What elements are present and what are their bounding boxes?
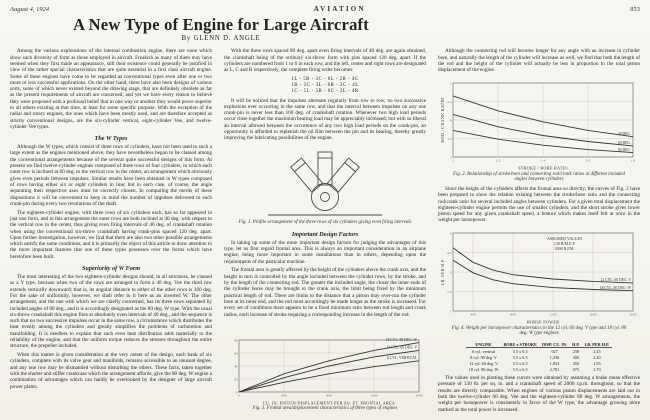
svg-text:1200: 1200	[370, 393, 378, 398]
firing-order-line: 1L - 5R - 3C - 6L - 2R - 4C	[291, 77, 359, 82]
figure-1	[224, 146, 426, 225]
stroke-bore-chart	[440, 78, 638, 170]
svg-text:0: 0	[235, 390, 238, 395]
paragraph-bearing-loads: It will be noticed that the impulses alternate regularly from row to row, no two successive explosions ever occurring in the same row, and that the interval between impulses on any one crank-pin is never less than 160 deg. of crankshaft rotation. Whenever two high load periods occur close together the maximum bearing load may be appreciably increased; but with so liberal an interval allowed between the occurrence of any two high load periods on the crank-pin, an opportunity is afforded to replenish the oil film between the pin and its bearing, thereby greatly improving the lubricating possibilities of the engine.	[224, 97, 426, 142]
svg-text:LB. PER H.P.: LB. PER H.P.	[440, 258, 445, 286]
svg-text:2: 2	[449, 270, 452, 275]
paragraph-w-types-2: The eighteen-cylinder engine, with three rows of six cylinders each, has so far appeared in just one form, and in this arrangement the outer rows are both inclined at 40 deg. with respect to the vertical row in the center, thus giving even firing intervals of 40 deg. of crankshaft rotation when using the conventional six-throw crankshaft having crank-pins spaced 120 deg. apart. Upon further investigation, however, we find that there are also two other possible arrangements which satisfy the same conditions, and it is primarily the object of this article to draw attention to the more important features that one of these types possesses over the forms which have heretofore been built.	[10, 209, 212, 260]
section-heading-design-factors: Important Design Factors	[291, 230, 359, 238]
svg-text:1.2: 1.2	[495, 158, 501, 163]
journal-title: AVIATION	[313, 5, 366, 13]
issue-date: August 4, 1924	[10, 6, 50, 13]
svg-text:60: 60	[234, 351, 238, 356]
svg-text:HORSE POWER: HORSE POWER	[526, 319, 560, 325]
svg-text:1600: 1600	[415, 393, 423, 398]
column-2	[224, 48, 426, 415]
svg-text:20: 20	[234, 377, 238, 382]
svg-text:ROD / CRANK RATIO: ROD / CRANK RATIO	[440, 97, 445, 143]
paragraph-superiority-2: When this matter is given consideration at the very outset of the design, each bank of six cylinders, complete with its valve gear and manifolds, remains accessible to an unusual degree, and any one row may be dismantled without disturbing the others. These facts, taken together with the shorter and stiffer crankcase which the arrangement affords, give the 80 deg. W engine a combination of advantages which can hardly be overlooked by the designer of large aircraft power plants.	[10, 352, 212, 390]
svg-text:80 DEG.: 80 DEG.	[617, 147, 631, 152]
svg-text:3.5: 3.5	[447, 136, 452, 141]
svg-text:2.5: 2.5	[447, 250, 452, 255]
figure-2	[438, 78, 640, 183]
intro-paragraph: Among the various explorations of the internal combustion engine, there are none which show such diversity of form as those employed in aircraft. Freakish as many of them may have seemed when they first made an appearance, still their existence could generally be justified in view of the rather special characteristics that are quite essential in a first class aircraft engine. Some of these engines have come to be regarded as conventional types even after one or two more or less successful applications. On the other hand, there have also been designs of various sorts, some of which never existed beyond the drawing stage, that are definitely obsolete as far as the present requirements of aircraft are concerned, and yet we have every reason to believe they were proposed with a profound belief that in one way or another they would prove superior to all others existing at that time, at least for some specific purpose. With the exception of the radial and rotary engines, the ones which have been mostly used, and are therefore accepted as strictly conventional designs, are the six-cylinder vertical, eight-cylinder Vee, and twelve-cylinder Vee types.	[10, 48, 212, 130]
byline: By GLENN D. ANGLE	[181, 35, 261, 43]
svg-text:1.5: 1.5	[447, 289, 452, 294]
svg-text:1.6: 1.6	[585, 158, 591, 163]
paragraph-superiority-1: The most interesting of the two eighteen-cylinder designs should, in all strictness, be classed as a Y type, because when two of the rows are arranged to form a 40 deg. Vee the third row extends vertically downward; that is, its angular distance to either of the other rows is 160 deg. For the sake of uniformity, however, we shall refer to it here as an inverted W. The other arrangement, and the one with which we are chiefly concerned, has its three rows separated by included angles of 80 deg., and it is accordingly designated as the 80 deg. W type. With the usual six-throw crankshaft this engine fires at absolutely even intervals of 40 deg., and the sequence is such that no two successive impulses occur in the same row, a circumstance which distributes the heat evenly among the cylinders and greatly simplifies the problems of carburetion and manifolding. It is needless to explain that such even heat distribution adds materially to the reliability of the engine, and that the uniform torque reduces the stresses throughout the entire structure, the propeller included.	[10, 274, 212, 350]
svg-text:4: 4	[449, 118, 452, 123]
svg-text:40 DEG.: 40 DEG.	[617, 131, 631, 136]
svg-text:4.5: 4.5	[447, 99, 452, 104]
svg-text:800: 800	[510, 312, 516, 317]
svg-text:1.8: 1.8	[630, 158, 636, 163]
svg-text:800: 800	[326, 393, 332, 398]
page-header	[10, 5, 640, 13]
paragraph-w-types-1: Although the W types, which consist of three rows of cylinders, have not been used to such a large extent as the engines mentioned above, they have nevertheless begun to be classed among the conventional arrangements because of the several quite successful designs of this form. At present we find twelve-cylinder engines composed of three rows of four cylinders, in which each outer row is inclined at 60 deg. to the vertical row in the center, an arrangement which obviously gives even periods between impulses. Similar results have been obtained in W types composed of rows having either six or eight cylinders in line; but in each case, of course, the angle separating their respective axes must be correctly chosen. In comparing the merits of these dispositions it will be convenient to keep in mind the number of impulses delivered to each crank-pin during every two revolutions of the shaft.	[10, 144, 212, 207]
svg-text:0: 0	[238, 393, 240, 398]
firing-order-line: 1R - 5C - 3L - 6R - 2C - 4L	[291, 83, 359, 88]
svg-text:1600: 1600	[589, 312, 597, 317]
figure-2-caption: Fig. 2. Relationship of stroke/bore and connecting rod/crank ratios at different included angles between cylinders	[453, 171, 625, 183]
svg-text:ASSUMED VALUES: ASSUMED VALUES	[546, 236, 583, 242]
svg-text:5: 5	[449, 81, 452, 86]
svg-text:1: 1	[449, 309, 452, 314]
figure-3-caption: Fig. 3. Frontal area/displacement characteristics of three types of engines	[252, 406, 398, 412]
svg-text:18 CYL. 80 DEG. W: 18 CYL. 80 DEG. W	[385, 337, 417, 342]
paragraph-stroke-bore: Since the height of the cylinders affects the frontal area so directly, the curves of Fig. 2 have been prepared to show the relation existing between the stroke/bore ratio and the connecting rod/crank ratio for several included angles between cylinders. For a given total displacement the eighteen-cylinder engine permits the use of smaller cylinders, and the short stroke gives lower piston speed for any given crankshaft speed, a feature which makes itself felt at once in the weight per horsepower.	[438, 185, 640, 224]
figure-4-caption: Fig. 4. Weight per horsepower characteristics in the 12 cyl. 60 deg. V type and 18 cyl. 80 deg. W type engines	[451, 325, 627, 337]
svg-text:40: 40	[234, 364, 238, 369]
figure-4	[438, 228, 640, 337]
engine-profile-drawing	[250, 146, 400, 218]
section-heading-w-types: The W Types	[94, 135, 128, 143]
title-block	[10, 13, 432, 48]
paragraph-rod-length: Although the connecting rod will become longer for any angle with an increase in cylinder bore, and naturally the length of the cylinder will increase as well, we find that both the length of the rod and the height of the cylinder will actually be less in proportion to the total piston displacement of the engine.	[438, 48, 640, 74]
svg-text:12 CYL. 60 DEG. V: 12 CYL. 60 DEG. V	[600, 278, 631, 283]
svg-text:2000: 2000	[629, 312, 637, 317]
engine-data-table: ENGINE BORE x STROKE DISP. CU. IN. H.P. LB. PER H.P. 6 cyl. vertical 5.5 x 6.5 927 230 2.45 8 cyl. 90 deg. V 5.5 x 6.5 1,236 300 2.20 12 cyl. 60 deg. V 5.5 x 6.5 1,854 450 1.95 18 cyl. 80 deg. W 5.5 x 6.5 2,781 675 1.70	[466, 341, 611, 372]
section-heading-superiority: Superiority of W Form	[81, 265, 141, 273]
firing-order-list	[224, 77, 426, 95]
svg-text:3: 3	[449, 155, 452, 160]
article-columns	[10, 48, 640, 415]
frontal-area-chart	[226, 335, 424, 405]
page-number: 853	[630, 6, 640, 13]
paragraph-weight-comparison: The values used in plotting these curves were obtained by assuming a brake mean effective pressure of 130 lb. per sq. in. and a crankshaft speed of 2000 r.p.m. throughout, so that the results are directly comparable. When engines of various piston displacements are laid out in both the twelve-cylinder 60 deg. Vee and the eighteen-cylinder 80 deg. W arrangements, the weight per horsepower is consistently in favor of the W type, the advantage growing more marked as the total power is increased.	[438, 375, 640, 413]
column-3	[438, 48, 640, 415]
svg-text:1.4: 1.4	[540, 158, 546, 163]
svg-text:400: 400	[281, 393, 287, 398]
paragraph-frontal-area-2: The frontal area is greatly affected by the height of the cylinders above the crank axis, and the height in turn is controlled by the angle included between the cylinder rows, by the stroke, and by the length of the connecting rod. The greater the included angle, the closer the inner ends of the cylinder bores may be brought to the crank axis, the limit being fixed by the minimum practical length of rod. There are limits to the distance that a piston may over-run the cylinder bore at its inner end, and the rod must accordingly be made longer as the stroke is increased. For every set of conditions there appears to be a fixed minimum ratio between rod length and crank radius, each increase of stroke requiring a corresponding increase in the length of the rod.	[224, 267, 426, 318]
svg-text:6 CYL. VERTICAL: 6 CYL. VERTICAL	[387, 355, 417, 360]
svg-text:3: 3	[449, 231, 452, 236]
svg-text:18 CYL. 80 DEG. W: 18 CYL. 80 DEG. W	[599, 286, 631, 291]
svg-text:12 CYL. 60 DEG. V: 12 CYL. 60 DEG. V	[386, 345, 417, 350]
figure-3	[224, 335, 426, 412]
paragraph-frontal-area-1: In taking up some of the more important design factors for judging the advantages of this type, let us first regard frontal area. This is always an important consideration in an airplane engine, being more important in some installations than in others, depending upon the requirements of the particular machine.	[224, 239, 426, 265]
firing-order-line: 1C - 5L - 3R - 6C - 2L - 4R	[291, 89, 359, 94]
svg-text:400: 400	[470, 312, 476, 317]
svg-text:STROKE / BORE RATIO: STROKE / BORE RATIO	[518, 165, 568, 170]
svg-text:130 B.M.E.P.: 130 B.M.E.P.	[553, 241, 576, 247]
weight-per-hp-chart	[440, 228, 638, 324]
svg-text:60 DEG.: 60 DEG.	[617, 141, 631, 146]
svg-text:2000 R.P.M.: 2000 R.P.M.	[554, 246, 575, 252]
svg-text:CU. IN. PISTON DISPLACEMENT PE: CU. IN. PISTON DISPLACEMENT PER SQ. FT. FRONTAL AREA	[262, 400, 396, 405]
paragraph-firing-intro: With the three rows spaced 80 deg. apart even firing intervals of 40 deg. are again obtained, the crankshaft being of the ordinary six-throw form with pins spaced 120 deg. apart. If the cylinders are numbered from 1 to 6 in each row, and the left, center and right rows are designated as L, C and R respectively, the complete firing order becomes:	[224, 48, 426, 74]
figure-1-caption: Fig. 1. Profile arrangement of the three rows of six cylinders giving even firing intervals	[238, 219, 412, 225]
column-1	[10, 48, 212, 415]
svg-text:80: 80	[234, 338, 238, 343]
article-title: A New Type of Engine for Large Aircraft	[73, 15, 369, 34]
svg-text:1200: 1200	[549, 312, 557, 317]
svg-text:1: 1	[452, 158, 454, 163]
